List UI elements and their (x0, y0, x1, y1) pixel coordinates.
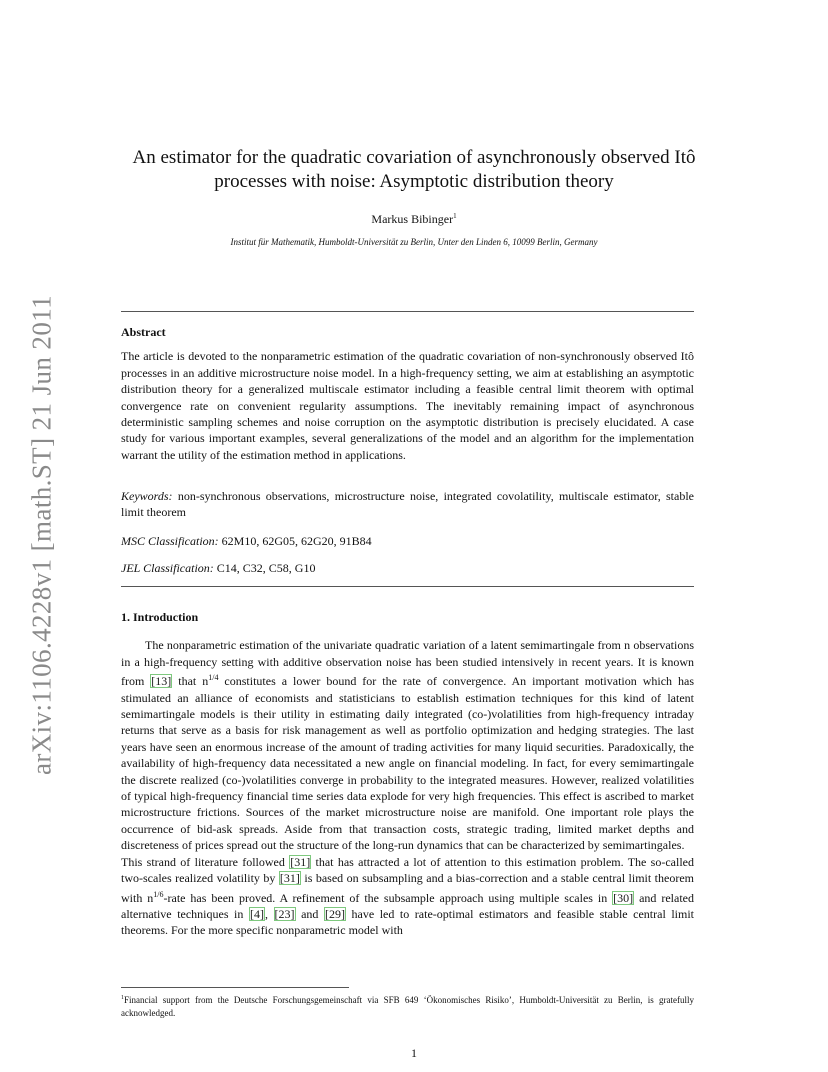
intro-paragraph-2: This strand of literature followed [31] that has attracted a lot of attention to this estimation problem. The so-called two-scales realized volatility by [31] is based on subsampling and a bias-correction and a stable central limit theorem with $n^{1/6}$-rate has been proved. A refinement of the subsample approach using multiple scales in [30] and related alternative techniques in [4], [23] and [29] have led to rate-optimal estimators and feasible stable central limit theorems. For the more specific nonparametric model with (121, 854, 695, 938)
msc-text: 62M10, 62G05, 62G20, 91B84 (221, 534, 372, 548)
jel-text: C14, C32, C58, G10 (216, 561, 316, 575)
keywords-section (121, 488, 694, 521)
keywords-label: Keywords: (121, 489, 173, 503)
arxiv-identifier: arXiv:1106.4228v1 [math.ST] 21 Jun 2011 (26, 294, 57, 776)
top-divider (121, 311, 694, 312)
citation-link[interactable]: [31] (279, 871, 300, 886)
abstract-section (121, 324, 694, 463)
author-name: Markus Bibinger (371, 212, 454, 226)
bottom-divider (121, 586, 694, 587)
citation-link[interactable]: [23] (274, 906, 295, 921)
citation-link[interactable]: [4] (249, 906, 264, 921)
abstract-text: The article is devoted to the nonparametric estimation of the quadratic covariation of non-synchronously observed Itô processes in an additive microstructure noise model. In a high-frequency setting, we aim at establishing an asymptotic distribution theory for a generalized multiscale estimator including a feasible central limit theorem with optimal convergence rate on convenient regularity assumptions. The inevitably remaining impact of asynchronous deterministic sampling schemes and noise corruption on the asymptotic distribution is precisely elucidated. A case study for various important examples, several generalizations of the model and an algorithm for the implementation warrant the utility of the estimation method in applications. (121, 349, 694, 462)
title-line-1: An estimator for the quadratic covariation of asynchronously observed Itô (132, 147, 696, 168)
footnote (121, 992, 694, 1020)
jel-label: JEL Classification: (121, 561, 214, 575)
paper-title (100, 146, 728, 194)
msc-section (121, 533, 694, 549)
affiliation: Institut für Mathematik, Humboldt-Universität zu Berlin, Unter den Linden 6, 10099 Berlin, Germany (230, 237, 598, 247)
introduction-heading: 1. Introduction (121, 610, 199, 624)
footnote-mark: 1 (121, 995, 124, 1001)
jel-section (121, 560, 694, 576)
citation-link[interactable]: [13] (151, 674, 172, 689)
citation-link[interactable]: [29] (324, 906, 345, 921)
abstract-heading: Abstract (121, 325, 166, 339)
keywords-text: non-synchronous observations, microstructure noise, integrated covolatility, multiscale estimator, stable limit theorem (121, 489, 695, 520)
citation-link[interactable]: [31] (290, 854, 311, 869)
author-footnote-mark: 1 (453, 212, 457, 220)
footnote-divider (121, 987, 349, 988)
msc-label: MSC Classification: (121, 534, 219, 548)
footnote-text: Financial support from the Deutsche Forschungsgemeinschaft via SFB 649 ‘Ökonomisches Risiko’, Humboldt-Universität zu Berlin, is gratefully acknowledged. (121, 995, 694, 1018)
introduction-section (121, 609, 694, 939)
arxiv-side-stamp (17, 294, 67, 776)
intro-paragraph-1: The nonparametric estimation of the univariate quadratic variation of a latent semimartingale from n observations in a high-frequency setting with additive observation noise has been studied intensively in recent years. It is known from [13] that $n^{1/4}$ constitutes a lower bound for the rate of convergence. An important motivation which has stimulated an alliance of economists and statisticians to establish estimation techniques for this kind of latent semimartingale models is their utility in estimating daily integrated (co-)volatilities from high-frequency intraday returns that serve as a basis for risk management as well as portfolio optimization and hedging strategies. The last years have seen an enormous increase of the amount of trading activities for many liquid securities. Paradoxically, the availability of high-frequency data necessitated a new angle on financial modeling. In fact, for every semimartingale the discrete realized (co-)volatilities converge in probability to the integrated measures. However, realized volatilities of typical high-frequency financial time series data explode for very high frequencies. This effect is ascribed to market microstructure frictions. Sources of the market microstructure noise are manifold. One important role plays the occurrence of bid-ask spreads. Aside from that transaction costs, strategic trading, limited market depths and discreteness of prices spread out the structure of the long-run dynamics that can be characterized by semimartingales. (121, 638, 695, 853)
page-number: 1 (411, 1046, 417, 1060)
author-line (100, 212, 728, 227)
citation-link[interactable]: [30] (613, 890, 634, 905)
title-line-2: processes with noise: Asymptotic distribution theory (214, 171, 614, 192)
